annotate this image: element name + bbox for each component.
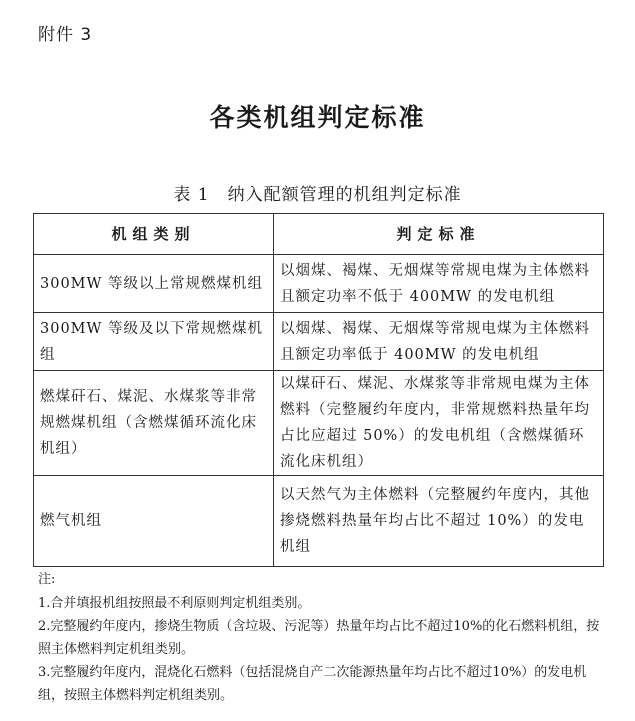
- table-caption: [0, 180, 635, 205]
- table-row: [34, 313, 604, 371]
- table-row: [34, 255, 604, 313]
- note-item: 2.完整履约年度内，掺烧生物质（含垃圾、污泥等）热量年均占比不超过10%的化石燃料机组，按照主体燃料判定机组类别。: [38, 619, 600, 657]
- notes-heading: 注:: [38, 572, 56, 587]
- criterion-cell: 以烟煤、褐煤、无烟煤等常规电煤为主体燃料且额定功率不低于 400MW 的发电机组: [274, 255, 604, 313]
- criterion-cell: 以煤矸石、煤泥、水煤浆等非常规电煤为主体燃料（完整履约年度内，非常规燃料热量年均占比应超过 50%）的发电机组（含燃煤循环流化床机组）: [274, 371, 604, 476]
- category-cell: 燃气机组: [34, 476, 274, 567]
- table-row: [34, 371, 604, 476]
- table-header-row: [34, 214, 604, 255]
- column-header-category: 机组类别: [34, 214, 274, 255]
- note-item: 3.完整履约年度内，混烧化石燃料（包括混烧自产二次能源热量年均占比不超过10%）的发电机组，按照主体燃料判定机组类别。: [38, 665, 587, 703]
- criteria-table: [33, 213, 604, 567]
- table-caption-text: 纳入配额管理的机组判定标准: [227, 185, 462, 205]
- attachment-label: 附件 3: [38, 25, 93, 45]
- note-item: 1.合并填报机组按照最不利原则判定机组类别。: [38, 596, 311, 611]
- column-header-criterion: 判定标准: [274, 214, 604, 255]
- notes-section: [38, 568, 608, 707]
- category-cell: 300MW 等级及以下常规燃煤机组: [34, 313, 274, 371]
- table-caption-number: 表 1: [173, 185, 210, 205]
- criterion-cell: 以天然气为主体燃料（完整履约年度内，其他掺烧燃料热量年均占比不超过 10%）的发电机组: [274, 476, 604, 567]
- table-row: [34, 476, 604, 567]
- category-cell: 300MW 等级以上常规燃煤机组: [34, 255, 274, 313]
- category-cell: 燃煤矸石、煤泥、水煤浆等非常规燃煤机组（含燃煤循环流化床机组）: [34, 371, 274, 476]
- page-title: 各类机组判定标准: [209, 103, 426, 132]
- criterion-cell: 以烟煤、褐煤、无烟煤等常规电煤为主体燃料且额定功率低于 400MW 的发电机组: [274, 313, 604, 371]
